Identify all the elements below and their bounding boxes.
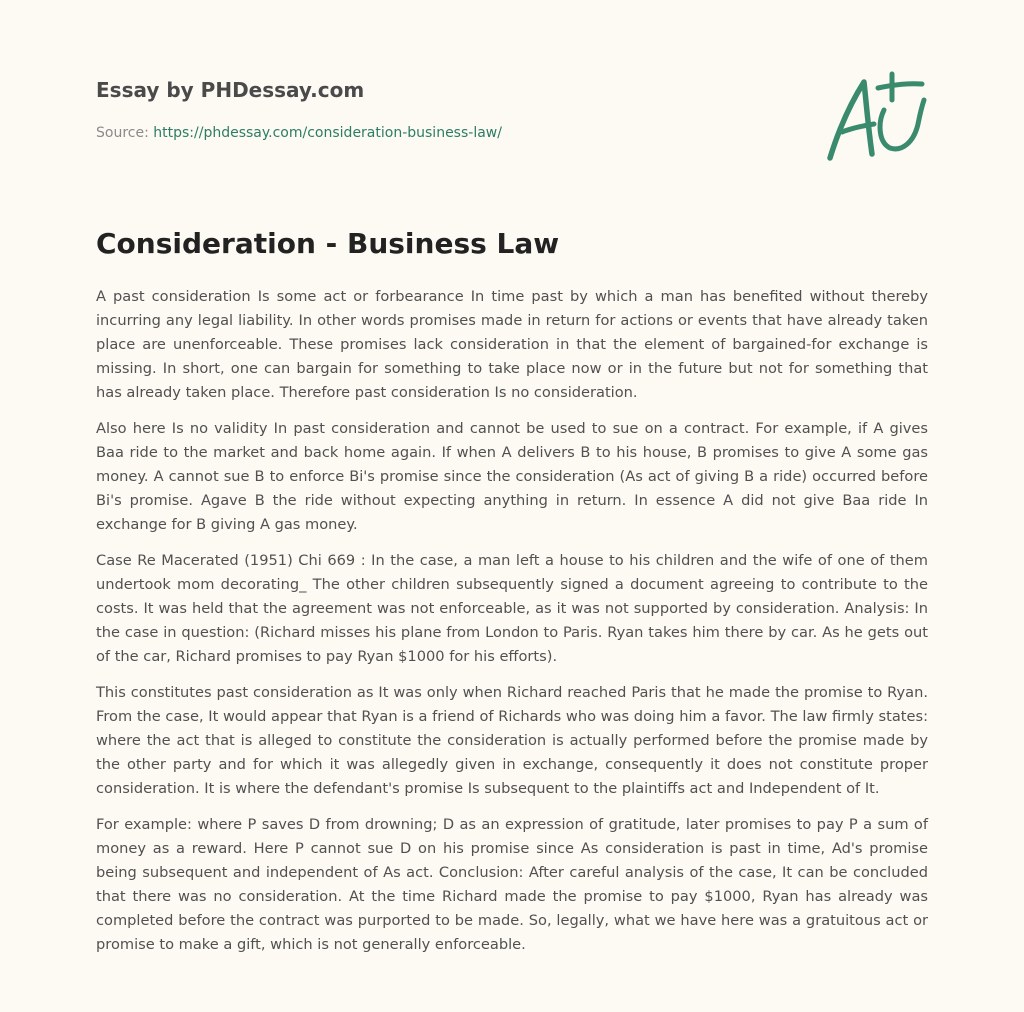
source-link[interactable]: https://phdessay.com/consideration-business-law/ (153, 125, 502, 141)
essay-paragraph: Case Re Macerated (1951) Chi 669 : In the case, a man left a house to his children and the wife of one of them undertook mom decorating_ The other children subsequently signed a document agreeing to contribute to the costs. It was held that the agreement was not enforceable, as it was not supported by consideration. Analysis: In the case in question: (Richard misses his plane from London to Paris. Ryan takes him there by car. As he gets out of the car, Richard promises to pay Ryan $1000 for his efforts). (96, 552, 928, 665)
site-title: Essay by PHDessay.com (96, 78, 365, 102)
essay-paragraph: A past consideration Is some act or forbearance In time past by which a man has benefited without thereby incurring any legal liability. In other words promises made in return for actions or events that have already taken place are unenforceable. These promises lack consideration in that the element of bargained-for exchange is missing. In short, one can bargain for something to take place now or in the future but not for something that has already taken place. Therefore past consideration Is no consideration. (96, 288, 928, 401)
essay-paragraph: For example: where P saves D from drowning; D as an expression of gratitude, later promises to pay P a sum of money as a reward. Here P cannot sue D on his promise since As consideration is past in time, Ad's promise being subsequent and independent of As act. Conclusion: After careful analysis of the case, It can be concluded that there was no consideration. At the time Richard made the promise to pay $1000, Ryan has already was completed before the contract was purported to be made. So, legally, what we have here was a gratuitous act or promise to make a gift, which is not generally enforceable. (96, 816, 928, 953)
essay-title: Consideration - Business Law (96, 227, 560, 260)
essay-paragraph: This constitutes past consideration as It was only when Richard reached Paris that he made the promise to Ryan. From the case, It would appear that Ryan is a friend of Richards who was doing him a favor. The law firmly states: where the act that is alleged to constitute the consideration is actually performed before the promise made by the other party and for which it was allegedly given in exchange, consequently it does not constitute proper consideration. It is where the defendant's promise Is subsequent to the plaintiffs act and Independent of It. (96, 684, 928, 797)
source-line (96, 123, 696, 143)
essay-paragraph: Also here Is no validity In past consideration and cannot be used to sue on a contract. For example, if A gives Baa ride to the market and back home again. If when A delivers B to his house, B promises to give A some gas money. A cannot sue B to enforce Bi's promise since the consideration (As act of giving B a ride) occurred before Bi's promise. Agave B the ride without expecting anything in return. In essence A did not give Baa ride In exchange for B giving A gas money. (96, 420, 928, 533)
site-header (96, 76, 696, 143)
a-plus-grade-icon (822, 70, 930, 166)
essay-body (96, 285, 928, 969)
source-label: Source: (96, 125, 149, 141)
